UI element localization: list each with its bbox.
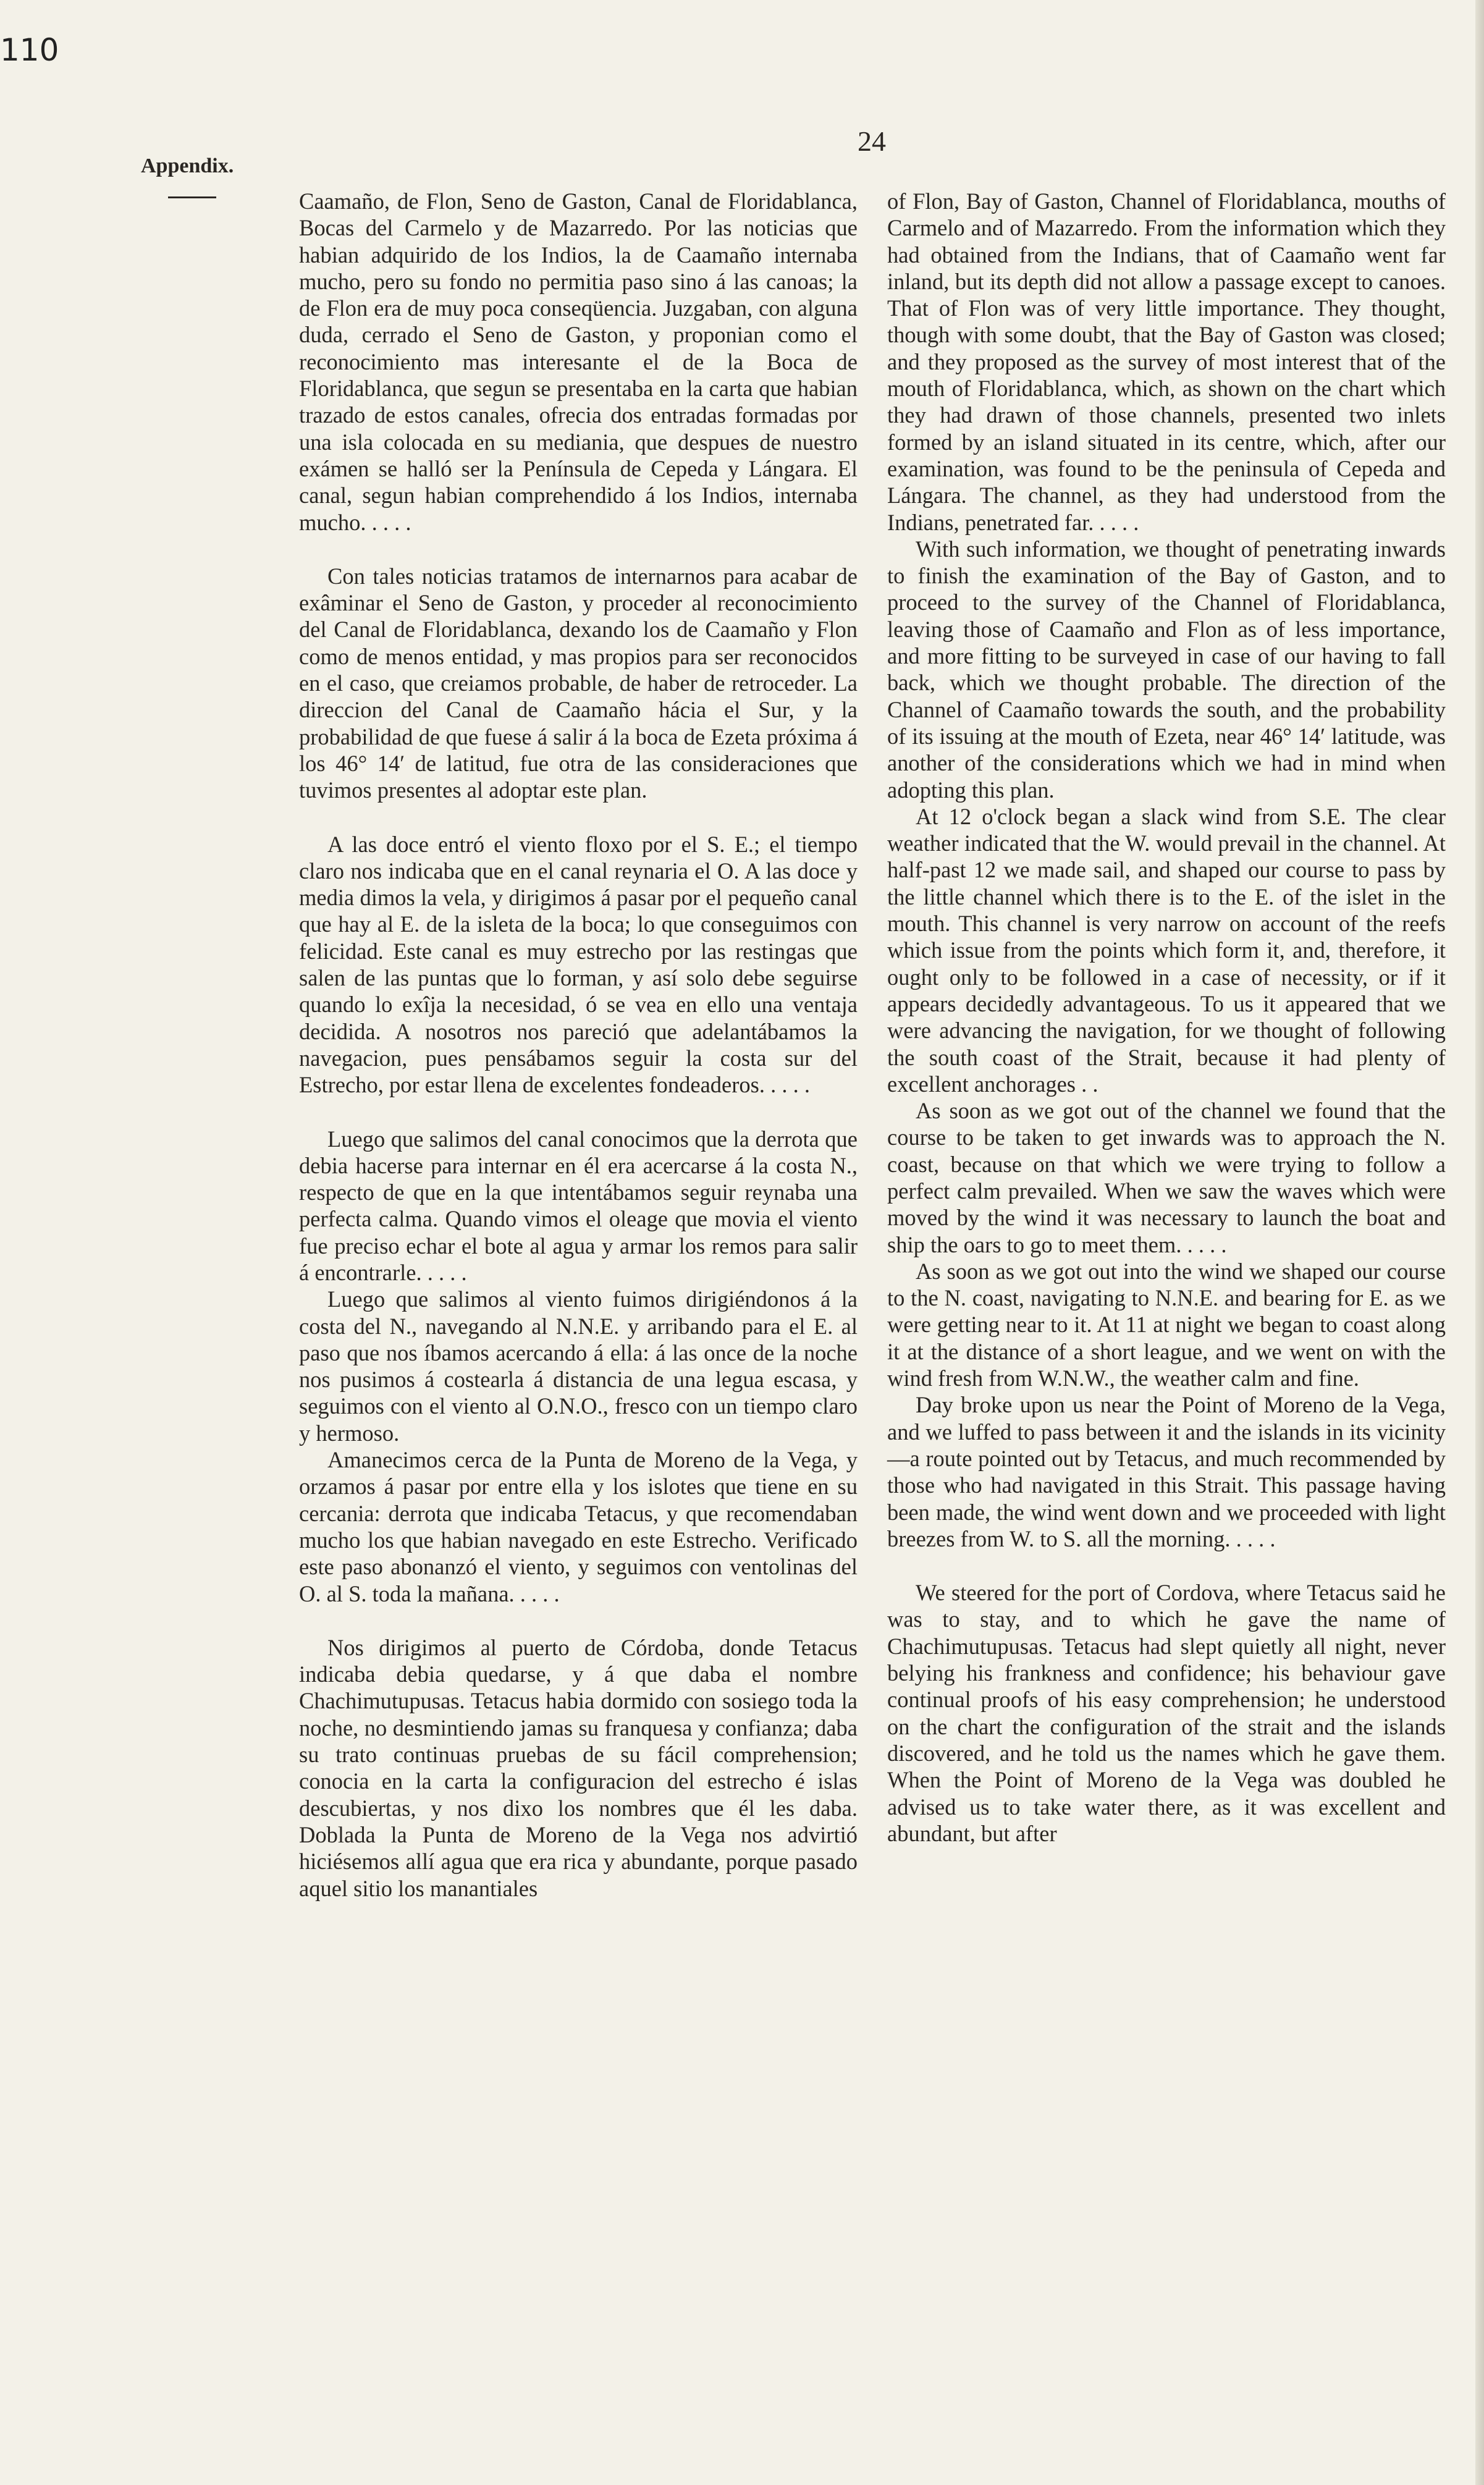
page-number: 24 — [858, 125, 886, 157]
english-paragraph-4: As soon as we got out of the channel we found that the course to be taken to get inwards was to approach the N. coast, because on that which we were trying to follow a perfect calm prevailed. When we saw the waves which were moved by the wind it was necessary to launch the boat and ship the oars to go to meet them. . . . . — [887, 1098, 1446, 1257]
english-paragraph-1: of Flon, Bay of Gaston, Channel of Floridablanca, mouths of Carmelo and of Mazarredo. From the information which they had obtained from the Indians, that of Caamaño went far inland, but its depth did not allow a passage except to canoes. That of Flon was of very little importance. They thought, though with some doubt, that the Bay of Gaston was closed; and they proposed as the survey of most interest that of the mouth of Floridablanca, which, as shown on the chart which they had drawn of those channels, presented two inlets formed by an island situated in its centre, which, after our examination, was found to be the peninsula of Cepeda and Lángara. The channel, as they had understood from the Indians, penetrated far. . . . . — [887, 188, 1446, 535]
spanish-paragraph-7: Nos dirigimos al puerto de Córdoba, donde Tetacus indicaba debia quedarse, y á que daba el nombre Chachimutupusas. Tetacus habia dormido con sosiego toda la noche, no desmintiendo jamas su franquesa y confianza; daba su trato continuas pruebas de su fácil comprehension; conocia en la carta la configuracion del estrecho é islas descubiertas, y nos dixo los nombres que él les daba. Doblada la Punta de Moreno de la Vega nos advirtió hiciésemos allí agua que era rica y abundante, porque pasado aquel sitio los manantiales — [299, 1634, 858, 1901]
spanish-paragraph-3: A las doce entró el viento floxo por el S. E.; el tiempo claro nos indicaba que en el canal reynaria el O. A las doce y media dimos la vela, y dirigimos á pasar por el pequeño canal que hay al E. de la isleta de la boca; lo que conseguimos con felicidad. Este canal es muy estrecho por las restingas que salen de las puntas que lo forman, y así solo debe seguirse quando lo exîja la necesidad, ó se vea en ello una ventaja decidida. A nosotros nos pareció que adelantábamos la navegacion, pues pensábamos seguir la costa sur del Estrecho, por estar llena de excelentes fondeaderos. . . . . — [299, 831, 858, 1098]
spanish-paragraph-1: Caamaño, de Flon, Seno de Gaston, Canal de Floridablanca, Bocas del Carmelo y de Mazarredo. Por las noticias que habian adquirido de los Indios, la de Caamaño internaba mucho, pero su fondo no permitia paso sino á las canoas; la de Flon era de muy poca conseqüencia. Juzgaban, con alguna duda, cerrado el Seno de Gaston, y proponian como el reconocimiento mas interesante el de la Boca de Floridablanca, que segun se presentaba en la carta que habian trazado de estos canales, ofrecia dos entradas formadas por una isla colocada en su mediania, que despues de nuestro exámen se halló ser la Península de Cepeda y Lángara. El canal, segun habian comprehendido á los Indios, internaba mucho. . . . . — [299, 188, 858, 535]
english-column — [887, 188, 1446, 1847]
section-label: Appendix. — [141, 154, 234, 177]
spanish-paragraph-6: Amanecimos cerca de la Punta de Moreno de la Vega, y orzamos á pasar por entre ella y los islotes que tiene en su cercania: derrota que indicaba Tetacus, y que recomendaban mucho los que habian navegado en este Estrecho. Verificado este paso abonanzó el viento, y seguimos con ventolinas del O. al S. toda la mañana. . . . . — [299, 1447, 858, 1606]
english-paragraph-7: We steered for the port of Cordova, where Tetacus said he was to stay, and to which he gave the name of Chachimutupusas. Tetacus had slept quietly all night, never belying his frankness and confidence; his behaviour gave continual proofs of his easy comprehension; he understood on the chart the configuration of the strait and the islands discovered, and he told us the names which he gave them. When the Point of Moreno de la Vega was doubled he advised us to take water there, as it was excellent and abundant, but after — [887, 1580, 1446, 1846]
spanish-paragraph-5: Luego que salimos al viento fuimos dirigiéndonos á la costa del N., navegando al N.N.E. y arribando para el E. al paso que nos íbamos acercando á ella: á las once de la noche nos pusimos á costearla á distancia de una legua escasa, y seguimos con el viento al O.N.O., fresco con un tiempo claro y hermoso. — [299, 1286, 858, 1446]
english-paragraph-6: Day broke upon us near the Point of Moreno de la Vega, and we luffed to pass between it and the islands in its vicinity—a route pointed out by Tetacus, and much recommended by those who had navigated in this Strait. This passage having been made, the wind went down and we proceeded with light breezes from W. to S. all the morning. . . . . — [887, 1392, 1446, 1551]
scan-page-number: 110 — [0, 32, 59, 68]
english-paragraph-2: With such information, we thought of penetrating inwards to finish the examination of the Bay of Gaston, and to proceed to the survey of the Channel of Floridablanca, leaving those of Caamaño and Flon as of less importance, and more fitting to be surveyed in case of our having to fall back, which we thought probable. The direction of the Channel of Caamaño towards the south, and the probability of its issuing at the mouth of Ezeta, near 46° 14′ latitude, was another of the considerations which we had in mind when adopting this plan. — [887, 536, 1446, 803]
spanish-column — [299, 188, 858, 1902]
page-edge — [1475, 0, 1484, 2485]
spanish-paragraph-2: Con tales noticias tratamos de internarnos para acabar de exâminar el Seno de Gaston, y proceder al reconocimiento del Canal de Floridablanca, dexando los de Caamaño y Flon como de menos entidad, y mas propios para ser reconocidos en el caso, que creiamos probable, de haber de retroceder. La direccion del Canal de Caamaño hácia el Sur, y la probabilidad de que fuese á salir á la boca de Ezeta próxima á los 46° 14′ de latitud, fue otra de las consideraciones que tuvimos presentes al adoptar este plan. — [299, 563, 858, 803]
spanish-paragraph-4: Luego que salimos del canal conocimos que la derrota que debia hacerse para internar en él era acercarse á la costa N., respecto de que en la que intentábamos seguir reynaba una perfecta calma. Quando vimos el oleage que movia el viento fue preciso echar el bote al agua y armar los remos para salir á encontrarle. . . . . — [299, 1126, 858, 1285]
english-paragraph-3: At 12 o'clock began a slack wind from S.E. The clear weather indicated that the W. would prevail in the channel. At half-past 12 we made sail, and shaped our course to pass by the little channel which there is to the E. of the islet in the mouth. This channel is very narrow on account of the reefs which issue from the points which form it, and, therefore, it ought only to be followed in a case of necessity, or if it appears decidedly advantageous. To us it appeared that we were advancing the navigation, for we thought of following the south coast of the Strait, because it had plenty of excellent anchorages . . — [887, 803, 1446, 1097]
english-paragraph-5: As soon as we got out into the wind we shaped our course to the N. coast, navigating to N.N.E. and bearing for E. as we were getting near to it. At 11 at night we began to coast along it at the distance of a short league, and we went on with the wind fresh from W.N.W., the weather calm and fine. — [887, 1258, 1446, 1391]
section-rule — [168, 196, 216, 198]
